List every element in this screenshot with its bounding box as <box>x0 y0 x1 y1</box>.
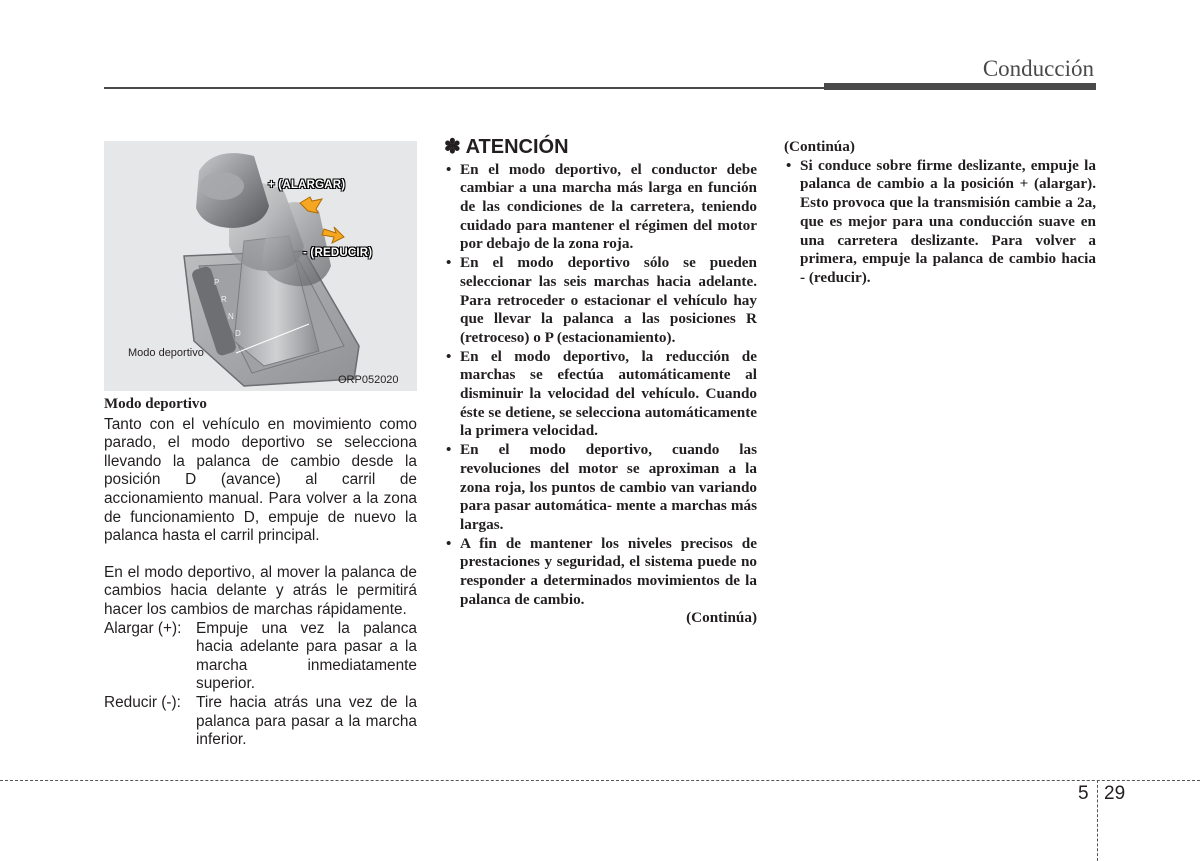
footer-rule <box>0 780 1200 781</box>
paragraph: Tanto con el vehículo en movimiento como parado, el modo deportivo se selecciona llevando la palanca de cambio desde la posición D (avance) al carril de accionamiento manual. Para volver a la zona de funcionamiento D, empuje de nuevo la palanca hasta el carril principal. <box>104 415 417 545</box>
list-item: • A fin de mantener los niveles precisos de prestaciones y seguridad, el sistema puede no responder a determinados movimientos de la palanca de cambio. <box>444 535 757 610</box>
attention-column <box>444 138 757 628</box>
figure-code: ORP052020 <box>338 374 399 386</box>
attention-list <box>444 161 757 610</box>
chapter-number: 5 <box>1078 783 1089 804</box>
continued-column <box>784 138 1096 288</box>
header-rule-accent <box>824 83 1096 90</box>
definition-desc: Tire hacia atrás una vez de la palanca para pasar a la marcha inferior. <box>196 693 417 749</box>
continued-note: (Continúa) <box>784 138 855 155</box>
definition-row <box>104 620 417 694</box>
definition-term: Reducir (-): <box>104 693 181 711</box>
gate-letter: D <box>235 329 241 338</box>
list-item: • En el modo deportivo, la reducción de marchas se efectúa automáticamente al disminuir la velocidad del vehículo. Cuando éste se detiene, se selecciona automáticamente la primera velocidad. <box>444 348 757 442</box>
label-modo-deportivo: Modo deportivo <box>128 347 204 359</box>
label-alargar: + (ALARGAR) <box>268 179 346 191</box>
paragraph: En el modo deportivo, al mover la palanca de cambios hacia delante y atrás le permitirá hacer los cambios de marchas rápidamente. <box>104 563 417 618</box>
list-item: • En el modo deportivo, cuando las revoluciones del motor se aproximan a la zona roja, los puntos de cambio van variando para pasar automática- mente a marchas más largas. <box>444 441 757 535</box>
gate-letter: R <box>221 295 227 304</box>
label-reducir: - (REDUCIR) <box>303 247 373 259</box>
gate-letter: N <box>228 312 234 321</box>
page-number: 29 <box>1104 783 1126 804</box>
left-column <box>104 395 417 750</box>
footer-vertical-rule <box>1097 780 1098 861</box>
definition-row <box>104 694 417 750</box>
continued-list <box>784 157 1096 288</box>
definition-list <box>104 620 417 750</box>
continued-note: (Continúa) <box>686 609 757 627</box>
attention-title: ✽ ATENCIÓN <box>444 136 569 158</box>
definition-desc: Empuje una vez la palanca hacia adelante para pasar a la marcha inmediatamente superior. <box>196 619 417 693</box>
list-item: • Si conduce sobre firme deslizante, empuje la palanca de cambio a la posición + (alargar). Esto provoca que la transmisión cambie a 2a, que es mejor para una conducción suave en una carretera deslizante. Para volver a primera, empuje la palanca de cambio hacia - (reducir). <box>784 157 1096 288</box>
list-item: • En el modo deportivo sólo se pueden seleccionar las seis marchas hacia adelante. Para retroceder o estacionar el vehículo hay que llevar la palanca a las posiciones R (retroceso) o P (estacionamiento). <box>444 254 757 348</box>
definition-term: Alargar (+): <box>104 619 182 637</box>
gate-letter: P <box>214 278 220 287</box>
gear-shift-figure <box>104 141 417 391</box>
section-subhead: Modo deportivo <box>104 396 207 412</box>
page-header-title: Conducción <box>982 56 1094 81</box>
list-item: • En el modo deportivo, el conductor debe cambiar a una marcha más larga en función de las condiciones de la carretera, teniendo cuidado para mantener el régimen del motor por debajo de la zona roja. <box>444 161 757 255</box>
